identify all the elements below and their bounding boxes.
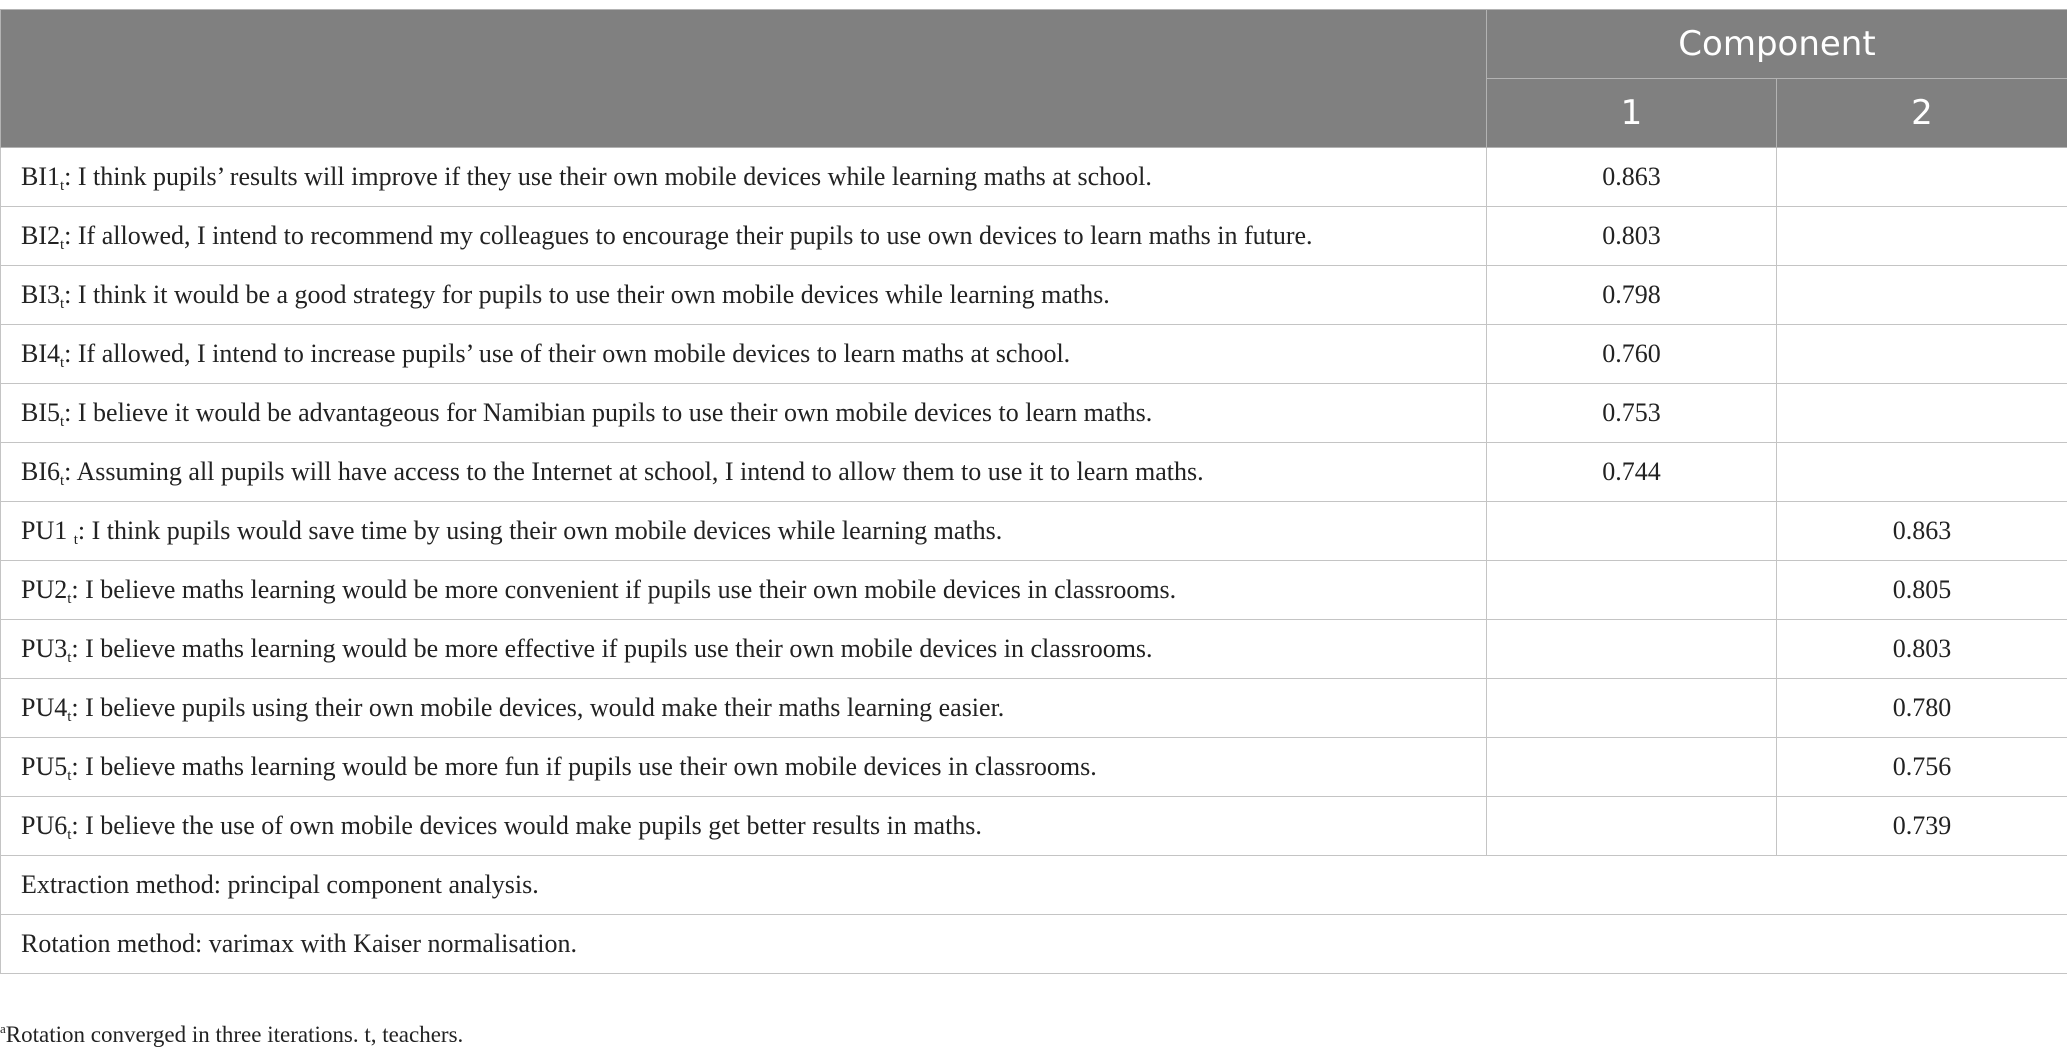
item-code: PU5 — [21, 752, 68, 781]
loading-component-1: 0.803 — [1487, 207, 1777, 266]
item-subscript: t — [67, 709, 72, 725]
item-text: : Assuming all pupils will have access to the Internet at school, I intend to allow them to use it to learn maths. — [64, 457, 1204, 486]
table-row — [1, 207, 2067, 266]
footnote-text: Rotation converged in three iterations. t, teachers. — [5, 1022, 464, 1047]
table-row — [1, 797, 2067, 856]
loading-component-2 — [1777, 325, 2067, 384]
table-row — [1, 561, 2067, 620]
item-subscript: t — [67, 591, 72, 607]
item-code: BI2 — [21, 221, 60, 250]
loading-component-2: 0.863 — [1777, 502, 2067, 561]
item-text: : I believe it would be advantageous for Namibian pupils to use their own mobile devices to learn maths. — [64, 398, 1153, 427]
item-text: : I believe the use of own mobile devices would make pupils get better results in maths. — [71, 811, 982, 840]
item-code: BI5 — [21, 398, 60, 427]
table-row — [1, 620, 2067, 679]
item-code: BI4 — [21, 339, 60, 368]
item-text: : If allowed, I intend to increase pupils’ use of their own mobile devices to learn maths at school. — [64, 339, 1071, 368]
item-label — [1, 148, 1487, 207]
extraction-method-note: Extraction method: principal component analysis. — [1, 856, 2067, 915]
rotation-method-note: Rotation method: varimax with Kaiser normalisation. — [1, 915, 2067, 974]
header-component-1: 1 — [1487, 79, 1777, 148]
item-text: : I think pupils would save time by using their own mobile devices while learning maths. — [77, 516, 1003, 545]
loading-component-1: 0.744 — [1487, 443, 1777, 502]
table-row — [1, 384, 2067, 443]
item-subscript: t — [60, 296, 65, 312]
item-label — [1, 384, 1487, 443]
item-label — [1, 502, 1487, 561]
loading-component-1 — [1487, 561, 1777, 620]
loading-component-2 — [1777, 443, 2067, 502]
item-label — [1, 443, 1487, 502]
table-row — [1, 502, 2067, 561]
table-row — [1, 443, 2067, 502]
table-row — [1, 325, 2067, 384]
loading-component-2: 0.739 — [1777, 797, 2067, 856]
item-subscript: t — [67, 827, 72, 843]
item-code: PU6 — [21, 811, 68, 840]
table-body — [1, 148, 2067, 974]
loading-component-1 — [1487, 620, 1777, 679]
item-label — [1, 207, 1487, 266]
factor-loadings-table — [0, 9, 2067, 974]
item-text: : If allowed, I intend to recommend my colleagues to encourage their pupils to use own devices to learn maths in future. — [64, 221, 1313, 250]
item-text: : I believe pupils using their own mobile devices, would make their maths learning easier. — [71, 693, 1005, 722]
table-footnote — [0, 1022, 463, 1048]
loading-component-2: 0.756 — [1777, 738, 2067, 797]
loading-component-2: 0.780 — [1777, 679, 2067, 738]
loading-component-2: 0.805 — [1777, 561, 2067, 620]
loading-component-1: 0.798 — [1487, 266, 1777, 325]
item-code: BI3 — [21, 280, 60, 309]
item-text: : I think pupils’ results will improve if they use their own mobile devices while learning maths at school. — [64, 162, 1152, 191]
table-row — [1, 266, 2067, 325]
factor-loadings-table-container — [0, 9, 2067, 974]
item-label — [1, 797, 1487, 856]
table-row — [1, 679, 2067, 738]
item-subscript: t — [60, 355, 65, 371]
header-component: Component — [1487, 10, 2067, 79]
header-component-2: 2 — [1777, 79, 2067, 148]
item-label — [1, 620, 1487, 679]
item-subscript: t — [67, 650, 72, 666]
item-code: PU2 — [21, 575, 68, 604]
table-note-row — [1, 856, 2067, 915]
loading-component-2 — [1777, 384, 2067, 443]
table-row — [1, 148, 2067, 207]
item-label — [1, 561, 1487, 620]
loading-component-1 — [1487, 738, 1777, 797]
item-code: PU3 — [21, 634, 68, 663]
item-subscript: t — [60, 473, 65, 489]
loading-component-1: 0.863 — [1487, 148, 1777, 207]
loading-component-2: 0.803 — [1777, 620, 2067, 679]
item-subscript: t — [73, 532, 78, 548]
item-subscript: t — [60, 237, 65, 253]
item-label — [1, 738, 1487, 797]
item-text: : I believe maths learning would be more fun if pupils use their own mobile devices in classrooms. — [71, 752, 1097, 781]
loading-component-1: 0.753 — [1487, 384, 1777, 443]
loading-component-1 — [1487, 502, 1777, 561]
item-label — [1, 679, 1487, 738]
item-label — [1, 266, 1487, 325]
loading-component-2 — [1777, 148, 2067, 207]
table-row — [1, 738, 2067, 797]
table-header — [1, 10, 2067, 148]
item-code: BI1 — [21, 162, 60, 191]
table-note-row — [1, 915, 2067, 974]
header-item-column — [1, 10, 1487, 148]
item-code: PU4 — [21, 693, 68, 722]
item-text: : I think it would be a good strategy for pupils to use their own mobile devices while learning maths. — [64, 280, 1110, 309]
item-code: PU1 — [21, 516, 74, 545]
loading-component-1: 0.760 — [1487, 325, 1777, 384]
loading-component-2 — [1777, 207, 2067, 266]
loading-component-1 — [1487, 797, 1777, 856]
item-text: : I believe maths learning would be more convenient if pupils use their own mobile devices in classrooms. — [71, 575, 1177, 604]
item-label — [1, 325, 1487, 384]
item-code: BI6 — [21, 457, 60, 486]
item-subscript: t — [60, 178, 65, 194]
loading-component-2 — [1777, 266, 2067, 325]
item-text: : I believe maths learning would be more effective if pupils use their own mobile devices in classrooms. — [71, 634, 1153, 663]
item-subscript: t — [67, 768, 72, 784]
footnote-marker: a — [0, 1021, 6, 1036]
item-subscript: t — [60, 414, 65, 430]
loading-component-1 — [1487, 679, 1777, 738]
